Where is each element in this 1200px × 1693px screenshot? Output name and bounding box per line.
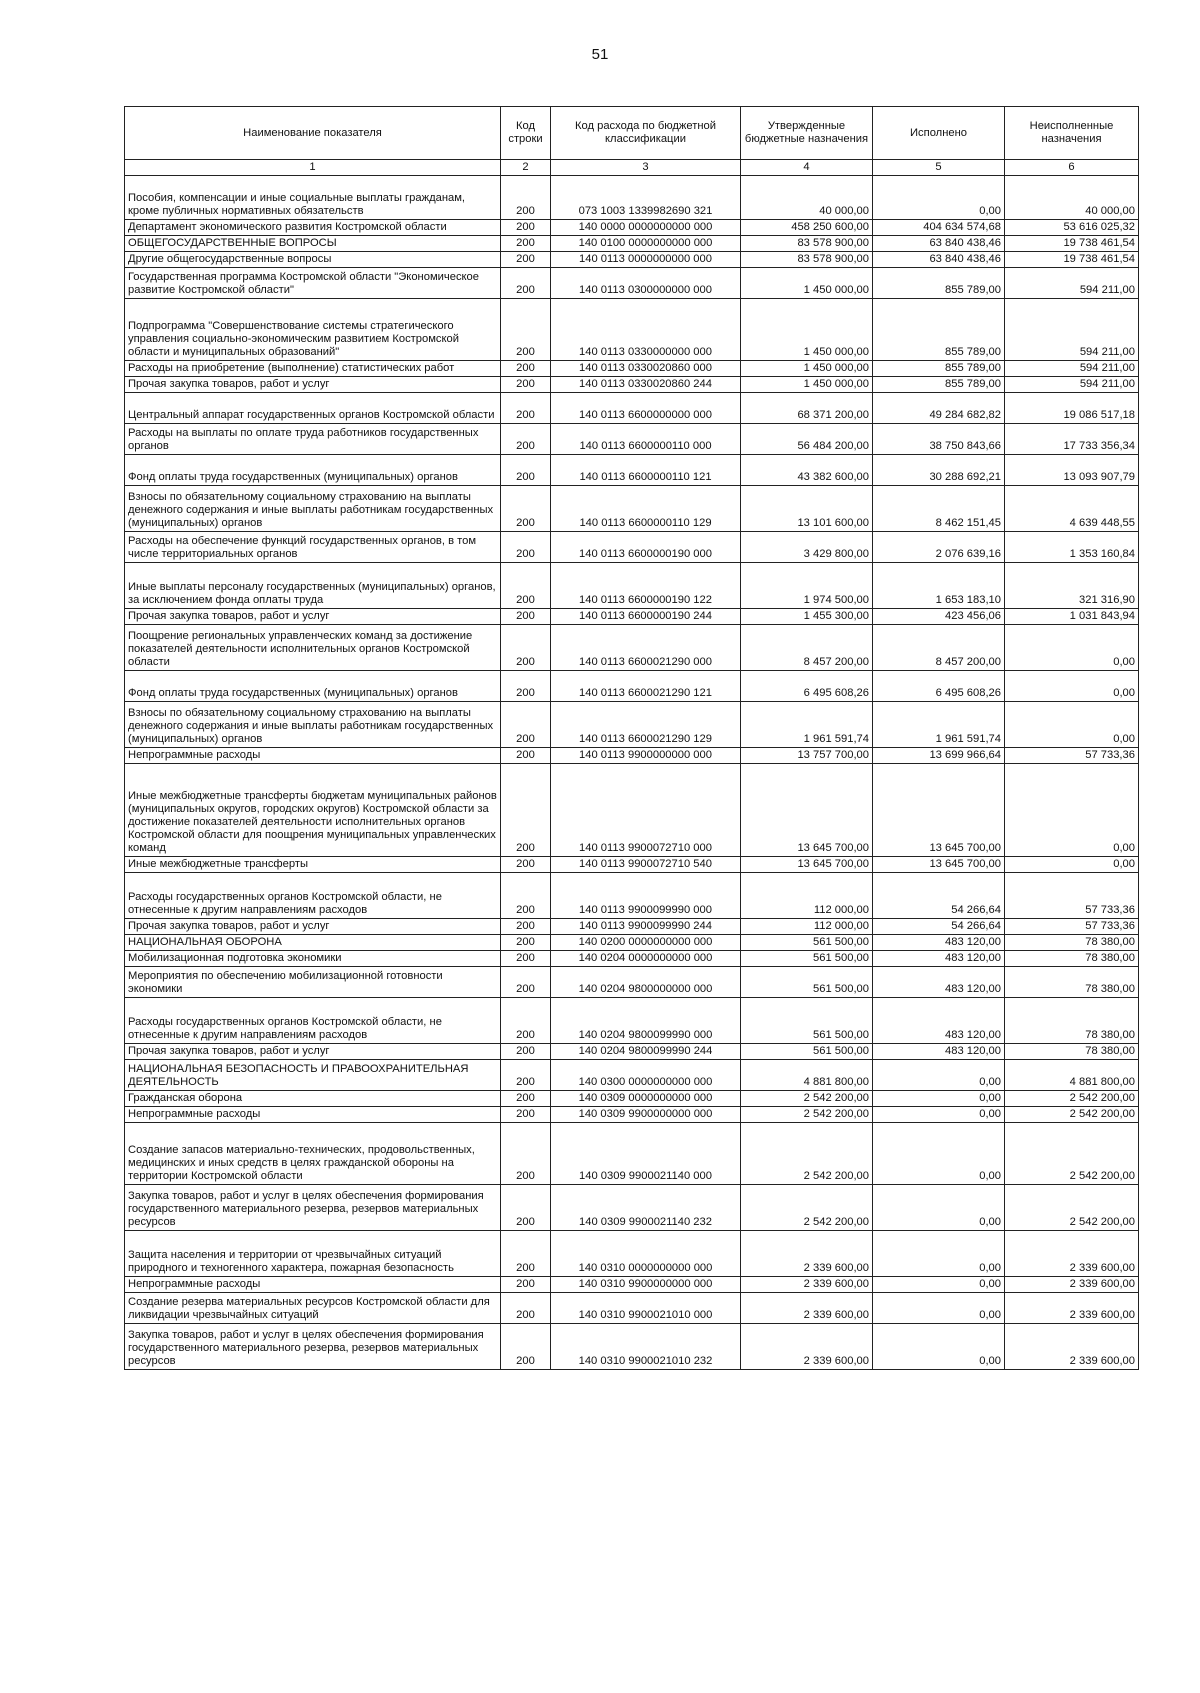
budget-code-cell: 140 0113 6600000110 121 <box>551 455 741 486</box>
line-code-cell: 200 <box>501 764 551 857</box>
unexecuted-amount-cell: 1 031 843,94 <box>1005 609 1139 625</box>
column-number: 5 <box>873 160 1005 176</box>
executed-amount-cell: 1 653 183,10 <box>873 563 1005 609</box>
budget-code-cell: 140 0100 0000000000 000 <box>551 236 741 252</box>
indicator-name-cell: Непрограммные расходы <box>125 1277 501 1293</box>
line-code-cell: 200 <box>501 919 551 935</box>
approved-amount-cell: 3 429 800,00 <box>741 532 873 563</box>
budget-code-cell: 140 0204 0000000000 000 <box>551 951 741 967</box>
budget-code-cell: 140 0113 6600000190 122 <box>551 563 741 609</box>
approved-amount-cell: 112 000,00 <box>741 873 873 919</box>
approved-amount-cell: 43 382 600,00 <box>741 455 873 486</box>
indicator-name-cell: Расходы на приобретение (выполнение) статистических работ <box>125 361 501 377</box>
table-row <box>125 919 1139 935</box>
line-code-cell: 200 <box>501 1324 551 1370</box>
unexecuted-amount-cell: 19 738 461,54 <box>1005 236 1139 252</box>
budget-code-cell: 140 0113 6600021290 129 <box>551 702 741 748</box>
approved-amount-cell: 1 450 000,00 <box>741 299 873 361</box>
budget-code-cell: 140 0113 6600021290 000 <box>551 625 741 671</box>
approved-amount-cell: 2 339 600,00 <box>741 1231 873 1277</box>
line-code-cell: 200 <box>501 252 551 268</box>
executed-amount-cell: 0,00 <box>873 1231 1005 1277</box>
column-number: 3 <box>551 160 741 176</box>
column-number: 6 <box>1005 160 1139 176</box>
approved-amount-cell: 458 250 600,00 <box>741 220 873 236</box>
budget-code-cell: 140 0309 9900021140 232 <box>551 1185 741 1231</box>
unexecuted-amount-cell: 594 211,00 <box>1005 299 1139 361</box>
table-row <box>125 951 1139 967</box>
unexecuted-amount-cell: 0,00 <box>1005 702 1139 748</box>
budget-code-cell: 140 0113 0330000000 000 <box>551 299 741 361</box>
unexecuted-amount-cell: 4 881 800,00 <box>1005 1060 1139 1091</box>
line-code-cell: 200 <box>501 748 551 764</box>
executed-amount-cell: 855 789,00 <box>873 361 1005 377</box>
table-row <box>125 268 1139 299</box>
approved-amount-cell: 8 457 200,00 <box>741 625 873 671</box>
approved-amount-cell: 83 578 900,00 <box>741 252 873 268</box>
approved-amount-cell: 1 455 300,00 <box>741 609 873 625</box>
unexecuted-amount-cell: 78 380,00 <box>1005 1044 1139 1060</box>
header-unexecuted: Неисполненные назначения <box>1005 107 1139 160</box>
approved-amount-cell: 1 450 000,00 <box>741 361 873 377</box>
table-row <box>125 176 1139 220</box>
table-row <box>125 532 1139 563</box>
table-row <box>125 1231 1139 1277</box>
approved-amount-cell: 561 500,00 <box>741 998 873 1044</box>
approved-amount-cell: 1 974 500,00 <box>741 563 873 609</box>
indicator-name-cell: НАЦИОНАЛЬНАЯ ОБОРОНА <box>125 935 501 951</box>
indicator-name-cell: Иные межбюджетные трансферты <box>125 857 501 873</box>
executed-amount-cell: 0,00 <box>873 1091 1005 1107</box>
approved-amount-cell: 68 371 200,00 <box>741 393 873 424</box>
approved-amount-cell: 40 000,00 <box>741 176 873 220</box>
budget-code-cell: 140 0113 0000000000 000 <box>551 252 741 268</box>
budget-code-cell: 140 0113 6600021290 121 <box>551 671 741 702</box>
unexecuted-amount-cell: 19 086 517,18 <box>1005 393 1139 424</box>
executed-amount-cell: 8 462 151,45 <box>873 486 1005 532</box>
executed-amount-cell: 0,00 <box>873 1107 1005 1123</box>
line-code-cell: 200 <box>501 563 551 609</box>
line-code-cell: 200 <box>501 268 551 299</box>
budget-code-cell: 140 0113 9900099990 244 <box>551 919 741 935</box>
indicator-name-cell: Взносы по обязательному социальному страхованию на выплаты денежного содержания и иные выплаты работникам государственных (муниципальных) органов <box>125 702 501 748</box>
approved-amount-cell: 2 339 600,00 <box>741 1293 873 1324</box>
header-line-code: Код строки <box>501 107 551 160</box>
unexecuted-amount-cell: 57 733,36 <box>1005 873 1139 919</box>
approved-amount-cell: 2 339 600,00 <box>741 1324 873 1370</box>
approved-amount-cell: 83 578 900,00 <box>741 236 873 252</box>
line-code-cell: 200 <box>501 299 551 361</box>
indicator-name-cell: Мероприятия по обеспечению мобилизационной готовности экономики <box>125 967 501 998</box>
indicator-name-cell: Прочая закупка товаров, работ и услуг <box>125 377 501 393</box>
unexecuted-amount-cell: 2 339 600,00 <box>1005 1324 1139 1370</box>
approved-amount-cell: 2 339 600,00 <box>741 1277 873 1293</box>
table-row <box>125 1107 1139 1123</box>
budget-code-cell: 140 0310 9900021010 000 <box>551 1293 741 1324</box>
table-row <box>125 857 1139 873</box>
budget-code-cell: 073 1003 1339982690 321 <box>551 176 741 220</box>
unexecuted-amount-cell: 57 733,36 <box>1005 748 1139 764</box>
table-row <box>125 998 1139 1044</box>
table-row <box>125 1091 1139 1107</box>
column-number: 1 <box>125 160 501 176</box>
table-row <box>125 1044 1139 1060</box>
line-code-cell: 200 <box>501 1293 551 1324</box>
budget-code-cell: 140 0204 9800099990 000 <box>551 998 741 1044</box>
unexecuted-amount-cell: 4 639 448,55 <box>1005 486 1139 532</box>
indicator-name-cell: Прочая закупка товаров, работ и услуг <box>125 919 501 935</box>
unexecuted-amount-cell: 53 616 025,32 <box>1005 220 1139 236</box>
unexecuted-amount-cell: 1 353 160,84 <box>1005 532 1139 563</box>
table-row <box>125 873 1139 919</box>
unexecuted-amount-cell: 2 339 600,00 <box>1005 1231 1139 1277</box>
line-code-cell: 200 <box>501 486 551 532</box>
line-code-cell: 200 <box>501 532 551 563</box>
budget-code-cell: 140 0113 6600000110 129 <box>551 486 741 532</box>
budget-code-cell: 140 0113 9900000000 000 <box>551 748 741 764</box>
unexecuted-amount-cell: 78 380,00 <box>1005 935 1139 951</box>
line-code-cell: 200 <box>501 671 551 702</box>
budget-code-cell: 140 0113 6600000000 000 <box>551 393 741 424</box>
line-code-cell: 200 <box>501 998 551 1044</box>
table-row <box>125 764 1139 857</box>
table-row <box>125 220 1139 236</box>
indicator-name-cell: Непрограммные расходы <box>125 1107 501 1123</box>
approved-amount-cell: 13 101 600,00 <box>741 486 873 532</box>
executed-amount-cell: 13 645 700,00 <box>873 764 1005 857</box>
table-row <box>125 967 1139 998</box>
table-row <box>125 563 1139 609</box>
indicator-name-cell: Расходы на обеспечение функций государственных органов, в том числе территориальных органов <box>125 532 501 563</box>
executed-amount-cell: 63 840 438,46 <box>873 252 1005 268</box>
header-approved: Утвержденные бюджетные назначения <box>741 107 873 160</box>
budget-code-cell: 140 0310 9900000000 000 <box>551 1277 741 1293</box>
budget-code-cell: 140 0000 0000000000 000 <box>551 220 741 236</box>
line-code-cell: 200 <box>501 609 551 625</box>
indicator-name-cell: Департамент экономического развития Костромской области <box>125 220 501 236</box>
approved-amount-cell: 1 961 591,74 <box>741 702 873 748</box>
budget-code-cell: 140 0113 6600000190 000 <box>551 532 741 563</box>
budget-code-cell: 140 0113 0330020860 244 <box>551 377 741 393</box>
unexecuted-amount-cell: 0,00 <box>1005 625 1139 671</box>
executed-amount-cell: 2 076 639,16 <box>873 532 1005 563</box>
unexecuted-amount-cell: 0,00 <box>1005 857 1139 873</box>
indicator-name-cell: Создание резерва материальных ресурсов Костромской области для ликвидации чрезвычайных ситуаций <box>125 1293 501 1324</box>
line-code-cell: 200 <box>501 857 551 873</box>
unexecuted-amount-cell: 0,00 <box>1005 764 1139 857</box>
indicator-name-cell: Непрограммные расходы <box>125 748 501 764</box>
budget-code-cell: 140 0113 9900099990 000 <box>551 873 741 919</box>
table-row <box>125 424 1139 455</box>
indicator-name-cell: Пособия, компенсации и иные социальные выплаты гражданам, кроме публичных нормативных обязательств <box>125 176 501 220</box>
approved-amount-cell: 561 500,00 <box>741 1044 873 1060</box>
approved-amount-cell: 2 542 200,00 <box>741 1107 873 1123</box>
executed-amount-cell: 0,00 <box>873 1123 1005 1185</box>
unexecuted-amount-cell: 17 733 356,34 <box>1005 424 1139 455</box>
executed-amount-cell: 0,00 <box>873 1277 1005 1293</box>
indicator-name-cell: Взносы по обязательному социальному страхованию на выплаты денежного содержания и иные выплаты работникам государственных (муниципальных) органов <box>125 486 501 532</box>
table-row <box>125 748 1139 764</box>
table-row <box>125 377 1139 393</box>
budget-code-cell: 140 0113 6600000110 000 <box>551 424 741 455</box>
unexecuted-amount-cell: 57 733,36 <box>1005 919 1139 935</box>
approved-amount-cell: 4 881 800,00 <box>741 1060 873 1091</box>
table-header-row <box>125 107 1139 160</box>
budget-code-cell: 140 0113 6600000190 244 <box>551 609 741 625</box>
budget-code-cell: 140 0113 0300000000 000 <box>551 268 741 299</box>
table-row <box>125 625 1139 671</box>
line-code-cell: 200 <box>501 176 551 220</box>
approved-amount-cell: 13 645 700,00 <box>741 857 873 873</box>
indicator-name-cell: Иные межбюджетные трансферты бюджетам муниципальных районов (муниципальных округов, городских округов) Костромской области за достижение показателей деятельности исполнительных органов Костромской области для поощрения муниципальных управленческих команд <box>125 764 501 857</box>
executed-amount-cell: 483 120,00 <box>873 935 1005 951</box>
line-code-cell: 200 <box>501 361 551 377</box>
indicator-name-cell: ОБЩЕГОСУДАРСТВЕННЫЕ ВОПРОСЫ <box>125 236 501 252</box>
table-row <box>125 393 1139 424</box>
table-row <box>125 702 1139 748</box>
executed-amount-cell: 0,00 <box>873 1324 1005 1370</box>
executed-amount-cell: 404 634 574,68 <box>873 220 1005 236</box>
header-executed: Исполнено <box>873 107 1005 160</box>
executed-amount-cell: 423 456,06 <box>873 609 1005 625</box>
executed-amount-cell: 855 789,00 <box>873 268 1005 299</box>
executed-amount-cell: 30 288 692,21 <box>873 455 1005 486</box>
line-code-cell: 200 <box>501 625 551 671</box>
executed-amount-cell: 0,00 <box>873 1185 1005 1231</box>
indicator-name-cell: Расходы государственных органов Костромской области, не отнесенные к другим направлениям расходов <box>125 873 501 919</box>
table-body <box>125 176 1139 1370</box>
budget-execution-table <box>124 106 1139 1370</box>
executed-amount-cell: 855 789,00 <box>873 377 1005 393</box>
approved-amount-cell: 2 542 200,00 <box>741 1091 873 1107</box>
executed-amount-cell: 8 457 200,00 <box>873 625 1005 671</box>
table-row <box>125 361 1139 377</box>
unexecuted-amount-cell: 594 211,00 <box>1005 377 1139 393</box>
line-code-cell: 200 <box>501 424 551 455</box>
line-code-cell: 200 <box>501 1123 551 1185</box>
budget-code-cell: 140 0113 9900072710 000 <box>551 764 741 857</box>
unexecuted-amount-cell: 78 380,00 <box>1005 998 1139 1044</box>
approved-amount-cell: 561 500,00 <box>741 967 873 998</box>
executed-amount-cell: 63 840 438,46 <box>873 236 1005 252</box>
indicator-name-cell: Государственная программа Костромской области "Экономическое развитие Костромской области" <box>125 268 501 299</box>
indicator-name-cell: Гражданская оборона <box>125 1091 501 1107</box>
table-row <box>125 1293 1139 1324</box>
executed-amount-cell: 0,00 <box>873 176 1005 220</box>
indicator-name-cell: Расходы на выплаты по оплате труда работников государственных органов <box>125 424 501 455</box>
unexecuted-amount-cell: 40 000,00 <box>1005 176 1139 220</box>
executed-amount-cell: 13 645 700,00 <box>873 857 1005 873</box>
indicator-name-cell: Фонд оплаты труда государственных (муниципальных) органов <box>125 671 501 702</box>
table-row <box>125 252 1139 268</box>
approved-amount-cell: 1 450 000,00 <box>741 268 873 299</box>
line-code-cell: 200 <box>501 951 551 967</box>
line-code-cell: 200 <box>501 393 551 424</box>
header-budget-code: Код расхода по бюджетной классификации <box>551 107 741 160</box>
approved-amount-cell: 2 542 200,00 <box>741 1185 873 1231</box>
unexecuted-amount-cell: 78 380,00 <box>1005 951 1139 967</box>
line-code-cell: 200 <box>501 967 551 998</box>
budget-code-cell: 140 0300 0000000000 000 <box>551 1060 741 1091</box>
indicator-name-cell: Центральный аппарат государственных органов Костромской области <box>125 393 501 424</box>
indicator-name-cell: Иные выплаты персоналу государственных (муниципальных) органов, за исключением фонда оплаты труда <box>125 563 501 609</box>
unexecuted-amount-cell: 321 316,90 <box>1005 563 1139 609</box>
indicator-name-cell: Закупка товаров, работ и услуг в целях обеспечения формирования государственного материального резерва, резервов материальных ресурсов <box>125 1324 501 1370</box>
unexecuted-amount-cell: 2 542 200,00 <box>1005 1107 1139 1123</box>
indicator-name-cell: Мобилизационная подготовка экономики <box>125 951 501 967</box>
budget-code-cell: 140 0309 9900000000 000 <box>551 1107 741 1123</box>
page-number: 51 <box>591 46 609 63</box>
table-row <box>125 1123 1139 1185</box>
indicator-name-cell: Другие общегосударственные вопросы <box>125 252 501 268</box>
executed-amount-cell: 38 750 843,66 <box>873 424 1005 455</box>
table-row <box>125 1060 1139 1091</box>
table-row <box>125 1185 1139 1231</box>
budget-code-cell: 140 0204 9800099990 244 <box>551 1044 741 1060</box>
table-row <box>125 1277 1139 1293</box>
executed-amount-cell: 54 266,64 <box>873 873 1005 919</box>
line-code-cell: 200 <box>501 455 551 486</box>
approved-amount-cell: 6 495 608,26 <box>741 671 873 702</box>
line-code-cell: 200 <box>501 1091 551 1107</box>
unexecuted-amount-cell: 0,00 <box>1005 671 1139 702</box>
approved-amount-cell: 561 500,00 <box>741 935 873 951</box>
indicator-name-cell: Прочая закупка товаров, работ и услуг <box>125 609 501 625</box>
unexecuted-amount-cell: 594 211,00 <box>1005 361 1139 377</box>
indicator-name-cell: Защита населения и территории от чрезвычайных ситуаций природного и техногенного характера, пожарная безопасность <box>125 1231 501 1277</box>
indicator-name-cell: Фонд оплаты труда государственных (муниципальных) органов <box>125 455 501 486</box>
line-code-cell: 200 <box>501 1277 551 1293</box>
budget-code-cell: 140 0309 9900021140 000 <box>551 1123 741 1185</box>
unexecuted-amount-cell: 2 339 600,00 <box>1005 1277 1139 1293</box>
table-row <box>125 236 1139 252</box>
budget-code-cell: 140 0200 0000000000 000 <box>551 935 741 951</box>
indicator-name-cell: Расходы государственных органов Костромской области, не отнесенные к другим направлениям расходов <box>125 998 501 1044</box>
indicator-name-cell: Поощрение региональных управленческих команд за достижение показателей деятельности исполнительных органов Костромской области <box>125 625 501 671</box>
executed-amount-cell: 49 284 682,82 <box>873 393 1005 424</box>
executed-amount-cell: 483 120,00 <box>873 967 1005 998</box>
budget-code-cell: 140 0309 0000000000 000 <box>551 1091 741 1107</box>
executed-amount-cell: 6 495 608,26 <box>873 671 1005 702</box>
approved-amount-cell: 13 757 700,00 <box>741 748 873 764</box>
unexecuted-amount-cell: 2 542 200,00 <box>1005 1185 1139 1231</box>
column-number-row <box>125 160 1139 176</box>
approved-amount-cell: 112 000,00 <box>741 919 873 935</box>
indicator-name-cell: Создание запасов материально-технических, продовольственных, медицинских и иных средств в целях гражданской обороны на территории Костромской области <box>125 1123 501 1185</box>
approved-amount-cell: 13 645 700,00 <box>741 764 873 857</box>
approved-amount-cell: 56 484 200,00 <box>741 424 873 455</box>
approved-amount-cell: 561 500,00 <box>741 951 873 967</box>
budget-code-cell: 140 0310 9900021010 232 <box>551 1324 741 1370</box>
line-code-cell: 200 <box>501 1060 551 1091</box>
line-code-cell: 200 <box>501 1231 551 1277</box>
unexecuted-amount-cell: 2 339 600,00 <box>1005 1293 1139 1324</box>
line-code-cell: 200 <box>501 220 551 236</box>
column-number: 4 <box>741 160 873 176</box>
table-row <box>125 486 1139 532</box>
table-row <box>125 609 1139 625</box>
line-code-cell: 200 <box>501 1185 551 1231</box>
header-indicator-name: Наименование показателя <box>125 107 501 160</box>
indicator-name-cell: Подпрограмма "Совершенствование системы стратегического управления социально-экономическим развитием Костромской области и муниципальных образований" <box>125 299 501 361</box>
unexecuted-amount-cell: 19 738 461,54 <box>1005 252 1139 268</box>
executed-amount-cell: 0,00 <box>873 1060 1005 1091</box>
budget-code-cell: 140 0113 9900072710 540 <box>551 857 741 873</box>
indicator-name-cell: Прочая закупка товаров, работ и услуг <box>125 1044 501 1060</box>
budget-code-cell: 140 0310 0000000000 000 <box>551 1231 741 1277</box>
unexecuted-amount-cell: 78 380,00 <box>1005 967 1139 998</box>
table-row <box>125 455 1139 486</box>
approved-amount-cell: 2 542 200,00 <box>741 1123 873 1185</box>
executed-amount-cell: 1 961 591,74 <box>873 702 1005 748</box>
executed-amount-cell: 855 789,00 <box>873 299 1005 361</box>
executed-amount-cell: 483 120,00 <box>873 998 1005 1044</box>
table-row <box>125 1324 1139 1370</box>
line-code-cell: 200 <box>501 1044 551 1060</box>
line-code-cell: 200 <box>501 1107 551 1123</box>
indicator-name-cell: НАЦИОНАЛЬНАЯ БЕЗОПАСНОСТЬ И ПРАВООХРАНИТЕЛЬНАЯ ДЕЯТЕЛЬНОСТЬ <box>125 1060 501 1091</box>
column-number: 2 <box>501 160 551 176</box>
budget-code-cell: 140 0204 9800000000 000 <box>551 967 741 998</box>
unexecuted-amount-cell: 2 542 200,00 <box>1005 1123 1139 1185</box>
executed-amount-cell: 13 699 966,64 <box>873 748 1005 764</box>
executed-amount-cell: 54 266,64 <box>873 919 1005 935</box>
table-row <box>125 671 1139 702</box>
unexecuted-amount-cell: 594 211,00 <box>1005 268 1139 299</box>
executed-amount-cell: 483 120,00 <box>873 1044 1005 1060</box>
executed-amount-cell: 0,00 <box>873 1293 1005 1324</box>
line-code-cell: 200 <box>501 702 551 748</box>
indicator-name-cell: Закупка товаров, работ и услуг в целях обеспечения формирования государственного материального резерва, резервов материальных ресурсов <box>125 1185 501 1231</box>
budget-code-cell: 140 0113 0330020860 000 <box>551 361 741 377</box>
line-code-cell: 200 <box>501 873 551 919</box>
unexecuted-amount-cell: 2 542 200,00 <box>1005 1091 1139 1107</box>
unexecuted-amount-cell: 13 093 907,79 <box>1005 455 1139 486</box>
table-row <box>125 299 1139 361</box>
line-code-cell: 200 <box>501 377 551 393</box>
line-code-cell: 200 <box>501 935 551 951</box>
table-row <box>125 935 1139 951</box>
executed-amount-cell: 483 120,00 <box>873 951 1005 967</box>
line-code-cell: 200 <box>501 236 551 252</box>
approved-amount-cell: 1 450 000,00 <box>741 377 873 393</box>
